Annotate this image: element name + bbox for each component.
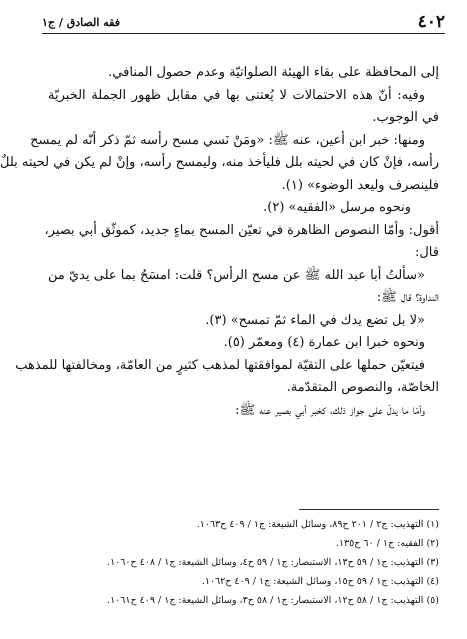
footnote: (٣) التهذيب: ج١ / ٥٩ ح١٣، الاستبصار: ج١ / ٥٩ ح٤، وسائل الشيعة: ج١ / ٤٠٨ ح١٠٦٠. <box>107 557 439 568</box>
body-line: أقول: وأمّا النصوص الظاهرة في تعيّن المسح بماءٍ جديد، كموثّق أبي بصير، <box>44 222 439 238</box>
body-text <box>0 62 439 422</box>
body-line: فلينصرف وليعد الوضوء» (١). <box>281 177 439 193</box>
body-line: قال: <box>414 245 439 260</box>
body-line: في الوجوب. <box>372 110 439 125</box>
body-line: ونحوه مرسل «الفقيه» (٢). <box>263 200 411 215</box>
body-line: رأسه، فإنْ كان في لحيته بلل فليأخذ منه، وليمسح رأسه، وإنْ لم يكن في لحيته بللٌ <box>0 155 439 170</box>
footnote: (٥) التهذيب: ج١ / ٥٨ ح١٢، الاستبصار: ج١ / ٥٨ ح٣، وسائل الشيعة: ج١ / ٤٠٩ ح١٠٦١. <box>107 595 439 606</box>
footnotes <box>48 515 439 610</box>
body-line: «لا بل تضع يدك في الماء ثمّ تمسح» (٣). <box>205 312 425 328</box>
running-title: فقه الصادق / ج١ <box>42 15 120 29</box>
body-line: وفيه: أنّ هذه الاحتمالات لا يُعتنى بها في مقابل ظهور الجملة الخبريّة <box>48 87 425 103</box>
body-line: إلى المحافظة على بقاء الهيئة الصلواتيّة وعدم حصول المنافي. <box>108 65 439 80</box>
footnote: (٤) التهذيب: ج١ / ٥٩ ح١٥، وسائل الشيعة: ج١ / ٤٠٩ ح١٠٦٢. <box>201 576 439 587</box>
page-header <box>42 12 445 32</box>
footnote-rule <box>299 509 439 510</box>
footnote: (١) التهذيب: ج٢ / ٢٠١ ح٨٩، وسائل الشيعة: ج١ / ٤٠٩ ح١٠٦٣. <box>196 519 439 530</box>
body-line: ونحوه خبرا ابن عمارة (٤) ومعمّر (٥). <box>223 335 425 350</box>
header-rule <box>42 33 445 34</box>
body-line: ومنها: خبر ابن أعين، عنه ﷺ: «ومَنْ نَسي مسح رأسه ثمّ ذكر أنّه لم يمسح <box>30 132 425 148</box>
body-line: وأمّا ما يدلّ على جواز ذلك، كخبر أبي بصير عنه ﷺ: <box>235 402 425 418</box>
body-line: النداوة؟ قال ﷺ: <box>376 290 439 305</box>
body-line: فيتعيّن حملها على التقيّة لموافقتها لمذهب كثيرٍ من العامّة، ومخالفتها للمذهب <box>15 357 425 373</box>
page-number: ٤٠٢ <box>417 12 445 32</box>
body-line: الخاصّة، والنصوص المتقدّمة. <box>286 380 439 395</box>
body-line: «سألتُ أبا عبد الله ﷺ عن مسح الرأس؟ قلت: امسَحُ بما على يديّ من <box>48 267 425 283</box>
footnote: (٢) الفقيه: ج١ / ٦٠ ح١٣٥. <box>335 538 439 549</box>
